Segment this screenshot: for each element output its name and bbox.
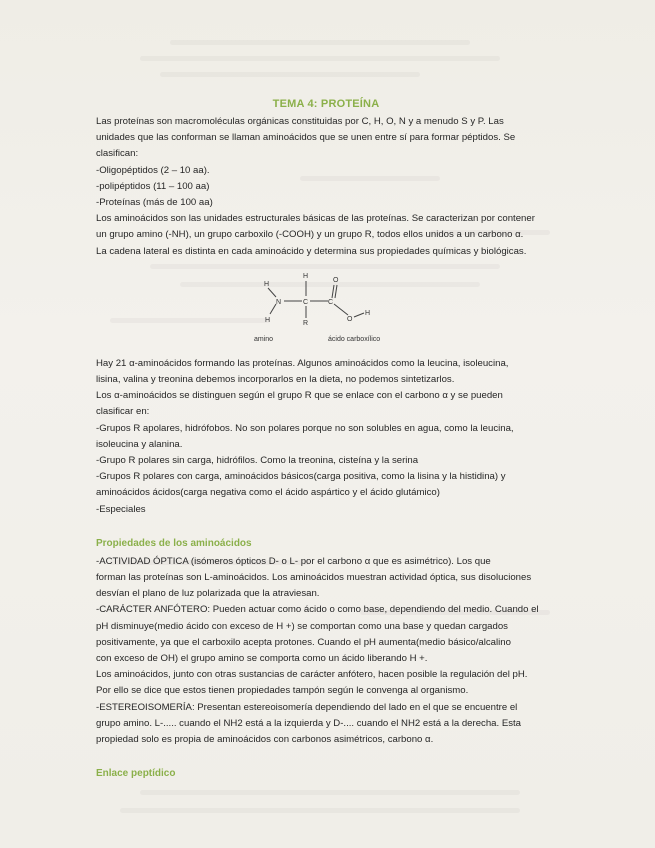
document-content xyxy=(96,96,556,784)
classification-section xyxy=(96,356,556,518)
atom-label: H xyxy=(365,309,371,317)
paragraph-line: -CARÁCTER ANFÓTERO: Pueden actuar como ácido o como base, dependiendo del medio. Cuando el xyxy=(96,604,539,616)
structure-svg xyxy=(246,264,406,348)
peptide-heading: Enlace peptídico xyxy=(96,768,176,780)
paragraph-line: La cadena lateral es distinta en cada aminoácido y determina sus propiedades químicas y biológicas. xyxy=(96,245,527,257)
atom-label: O xyxy=(347,315,353,323)
paragraph-line: -Especiales xyxy=(96,503,146,515)
paragraph-line: Los α-aminoácidos se distinguen según el grupo R que se enlace con el carbono α y se pueden xyxy=(96,390,503,402)
intro-line: clasifican: xyxy=(96,148,139,160)
paragraph-line: -Grupo R polares sin carga, hidrófilos. Como la treonina, cisteína y la serina xyxy=(96,455,419,467)
atom-label: H xyxy=(303,272,309,280)
atom-label: H xyxy=(264,280,270,288)
atom-label: H xyxy=(265,316,271,324)
properties-heading: Propiedades de los aminoácidos xyxy=(96,537,252,549)
atom-label: R xyxy=(303,319,309,327)
list-item: -polipéptidos (11 – 100 aa) xyxy=(96,180,210,192)
paragraph-line: -ESTEREOISOMERÍA: Presentan estereoisomería dependiendo del lado en el que se encuentre el xyxy=(96,701,518,713)
intro-line: Las proteínas son macromoléculas orgánicas constituidas por C, H, O, N y a menudo S y P. Las xyxy=(96,116,504,127)
paragraph-line: -Grupos R apolares, hidrófobos. No son polares porque no son solubles en agua, como la leucina, xyxy=(96,422,514,434)
atom-label: O xyxy=(333,276,339,284)
paragraph-line: aminoácidos ácidos(carga negativa como el ácido aspártico y el ácido glutámico) xyxy=(96,487,440,499)
list-item: -Proteínas (más de 100 aa) xyxy=(96,197,213,209)
intro-line: unidades que las conforman se llaman aminoácidos que se unen entre sí para formar péptidos. Se xyxy=(96,132,516,144)
atom-label: C xyxy=(303,298,309,306)
paragraph-line: un grupo amino (-NH), un grupo carboxilo (-COOH) y un grupo R, todos ellos unidos a un carbono α. xyxy=(96,229,524,241)
intro-section xyxy=(96,114,556,211)
paragraph-line: -Grupos R polares con carga, aminoácidos básicos(carga positiva, como la lisina y la histidina) y xyxy=(96,471,506,483)
paragraph-line: forman las proteínas son L-aminoácidos. Los aminoácidos muestran actividad óptica, sus disoluciones xyxy=(96,572,532,584)
paragraph-line: con exceso de OH) el grupo amino se comporta como un ácido liberando H +. xyxy=(96,653,428,665)
amino-acid-structure-diagram xyxy=(96,264,556,348)
paragraph-line: positivamente, ya que el carboxilo acepta protones. Cuando el pH aumenta(medio básico/alcalino xyxy=(96,636,511,648)
aminoacids-paragraph xyxy=(96,211,556,260)
paragraph-line: -ACTIVIDAD ÓPTICA (isómeros ópticos D- o L- por el carbono α que es asimétrico). Los que xyxy=(96,555,491,567)
carboxyl-label: ácido carboxílico xyxy=(328,335,381,343)
atom-label: C xyxy=(328,298,334,306)
paragraph-line: Por ello se dice que estos tienen propiedades tampón según le convenga al organismo. xyxy=(96,685,469,697)
page-title: TEMA 4: PROTEÍNA xyxy=(272,98,380,110)
paragraph-line: desvían el plano de luz polarizada que la atraviesan. xyxy=(96,588,320,600)
paragraph-line: pH disminuye(medio ácido con exceso de H +) se comportan como una base y quedan cargados xyxy=(96,620,508,632)
atom-label: N xyxy=(276,298,282,306)
paragraph-line: isoleucina y alanina. xyxy=(96,438,183,450)
paragraph-line: clasificar en: xyxy=(96,406,150,418)
paragraph-line: grupo amino. L-..... cuando el NH2 está a la izquierda y D-.... cuando el NH2 está a la derecha. Esta xyxy=(96,717,522,729)
paragraph-line: Los aminoácidos son las unidades estructurales básicas de las proteínas. Se caracterizan por contener xyxy=(96,213,535,225)
list-item: -Oligopéptidos (2 – 10 aa). xyxy=(96,164,210,176)
properties-section xyxy=(96,554,556,748)
paragraph-line: Los aminoácidos, junto con otras sustancias de carácter anfótero, hacen posible la regulación del pH. xyxy=(96,669,528,681)
paragraph-line: propiedad solo es propia de aminoácidos con carbonos asimétricos, carbono α. xyxy=(96,734,434,746)
paragraph-line: Hay 21 α-aminoácidos formando las proteínas. Algunos aminoácidos como la leucina, isoleucina, xyxy=(96,357,509,369)
paragraph-line: lisina, valina y treonina debemos incorporarlos en la dieta, no podemos sintetizarlos. xyxy=(96,374,455,386)
amino-label: amino xyxy=(254,335,274,343)
